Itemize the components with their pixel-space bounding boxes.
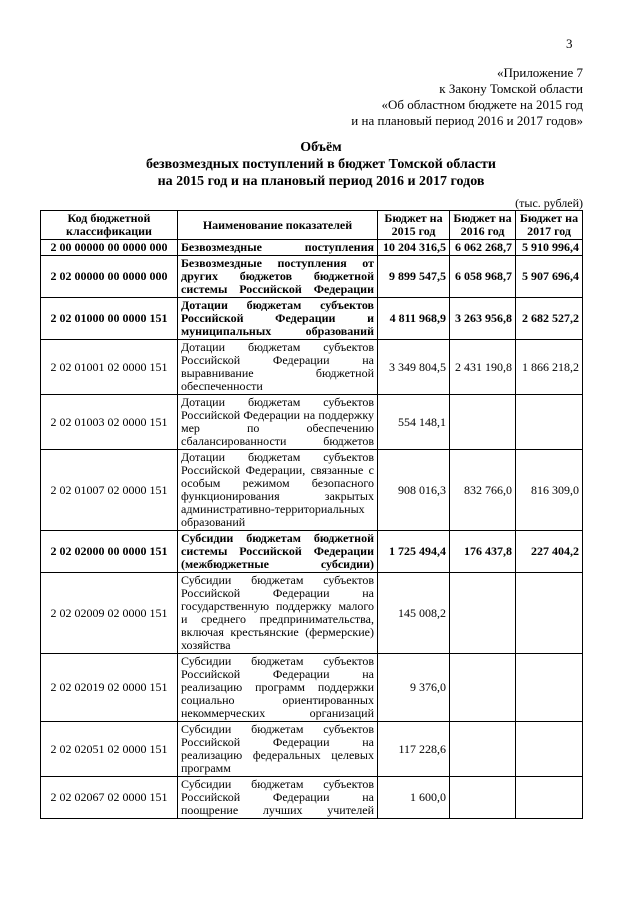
title-line-3: на 2015 год и на плановый период 2016 и 2017 годов	[157, 174, 485, 189]
document-title	[60, 139, 582, 190]
row-value-2017	[516, 777, 583, 819]
row-value-2017: 1 866 218,2	[516, 340, 583, 395]
row-name: Дотации бюджетам субъектов Российской Федерации на выравнивание бюджетной обеспеченности	[178, 340, 378, 395]
row-value-2016: 6 058 968,7	[450, 256, 516, 298]
row-code: 2 02 01007 02 0000 151	[41, 450, 178, 531]
table-row	[41, 298, 583, 340]
row-value-2017: 5 910 996,4	[516, 240, 583, 256]
table-row	[41, 340, 583, 395]
row-value-2017: 2 682 527,2	[516, 298, 583, 340]
row-value-2017	[516, 722, 583, 777]
row-value-2015: 908 016,3	[378, 450, 450, 531]
row-value-2015: 9 376,0	[378, 654, 450, 722]
table-row	[41, 395, 583, 450]
page-number: 3	[566, 36, 573, 51]
row-name: Субсидии бюджетам субъектов Российской Федерации на государственную поддержку малого и среднего предпринимательства, включая крестьянские (фермерские) хозяйства	[178, 573, 378, 654]
row-name: Субсидии бюджетам субъектов Российской Федерации на поощрение лучших учителей	[178, 777, 378, 819]
row-value-2015: 4 811 968,9	[378, 298, 450, 340]
row-value-2017	[516, 654, 583, 722]
row-name: Безвозмездные поступления от других бюджетов бюджетной системы Российской Федерации	[178, 256, 378, 298]
row-value-2015: 9 899 547,5	[378, 256, 450, 298]
row-value-2016: 176 437,8	[450, 531, 516, 573]
row-value-2017	[516, 573, 583, 654]
row-value-2016: 3 263 956,8	[450, 298, 516, 340]
row-name: Субсидии бюджетам бюджетной системы Российской Федерации (межбюджетные субсидии)	[178, 531, 378, 573]
table-row	[41, 450, 583, 531]
header-code: Код бюджетной классификации	[41, 211, 178, 240]
row-value-2016	[450, 722, 516, 777]
row-code: 2 00 00000 00 0000 000	[41, 240, 178, 256]
row-name: Субсидии бюджетам субъектов Российской Федерации на реализацию программ поддержки социально ориентированных некоммерческих организаций	[178, 654, 378, 722]
row-name: Дотации бюджетам субъектов Российской Федерации и муниципальных образований	[178, 298, 378, 340]
row-value-2017: 227 404,2	[516, 531, 583, 573]
row-name: Дотации бюджетам субъектов Российской Федерации на поддержку мер по обеспечению сбалансированности бюджетов	[178, 395, 378, 450]
header-2016: Бюджет на 2016 год	[450, 211, 516, 240]
header-2015: Бюджет на 2015 год	[378, 211, 450, 240]
row-value-2015: 145 008,2	[378, 573, 450, 654]
row-value-2015: 1 600,0	[378, 777, 450, 819]
table-body	[41, 240, 583, 819]
row-code: 2 02 00000 00 0000 000	[41, 256, 178, 298]
row-name: Безвозмездные поступления	[178, 240, 378, 256]
row-value-2016	[450, 777, 516, 819]
appendix-line-2: к Закону Томской области	[439, 81, 583, 96]
row-value-2016: 6 062 268,7	[450, 240, 516, 256]
row-code: 2 02 02000 00 0000 151	[41, 531, 178, 573]
table-header-row	[41, 211, 583, 240]
row-value-2015: 1 725 494,4	[378, 531, 450, 573]
row-name: Дотации бюджетам субъектов Российской Федерации, связанные с особым режимом безопасного функционирования закрытых административно-территориальных образований	[178, 450, 378, 531]
row-code: 2 02 02067 02 0000 151	[41, 777, 178, 819]
row-code: 2 02 01001 02 0000 151	[41, 340, 178, 395]
title-line-2: безвозмездных поступлений в бюджет Томской области	[146, 157, 496, 172]
row-value-2016: 832 766,0	[450, 450, 516, 531]
row-value-2017	[516, 395, 583, 450]
appendix-line-4: и на плановый период 2016 и 2017 годов»	[351, 113, 583, 128]
row-code: 2 02 02051 02 0000 151	[41, 722, 178, 777]
row-value-2016	[450, 654, 516, 722]
row-code: 2 02 02009 02 0000 151	[41, 573, 178, 654]
row-code: 2 02 02019 02 0000 151	[41, 654, 178, 722]
header-2017: Бюджет на 2017 год	[516, 211, 583, 240]
row-value-2015: 554 148,1	[378, 395, 450, 450]
row-value-2017: 5 907 696,4	[516, 256, 583, 298]
row-value-2016	[450, 395, 516, 450]
appendix-line-3: «Об областном бюджете на 2015 год	[381, 97, 583, 112]
row-name: Субсидии бюджетам субъектов Российской Федерации на реализацию федеральных целевых программ	[178, 722, 378, 777]
units-label: (тыс. рублей)	[515, 196, 583, 210]
table-row	[41, 777, 583, 819]
appendix-line-1: «Приложение 7	[496, 65, 583, 80]
row-code: 2 02 01000 00 0000 151	[41, 298, 178, 340]
table-row	[41, 240, 583, 256]
row-value-2015: 3 349 804,5	[378, 340, 450, 395]
row-value-2015: 10 204 316,5	[378, 240, 450, 256]
table-row	[41, 531, 583, 573]
table-row	[41, 573, 583, 654]
title-line-1: Объём	[300, 140, 342, 155]
row-code: 2 02 01003 02 0000 151	[41, 395, 178, 450]
revenue-table	[40, 210, 583, 819]
header-name: Наименование показателей	[178, 211, 378, 240]
row-value-2015: 117 228,6	[378, 722, 450, 777]
row-value-2016	[450, 573, 516, 654]
row-value-2017: 816 309,0	[516, 450, 583, 531]
row-value-2016: 2 431 190,8	[450, 340, 516, 395]
table-row	[41, 256, 583, 298]
table-row	[41, 722, 583, 777]
appendix-header	[351, 65, 583, 129]
table-row	[41, 654, 583, 722]
